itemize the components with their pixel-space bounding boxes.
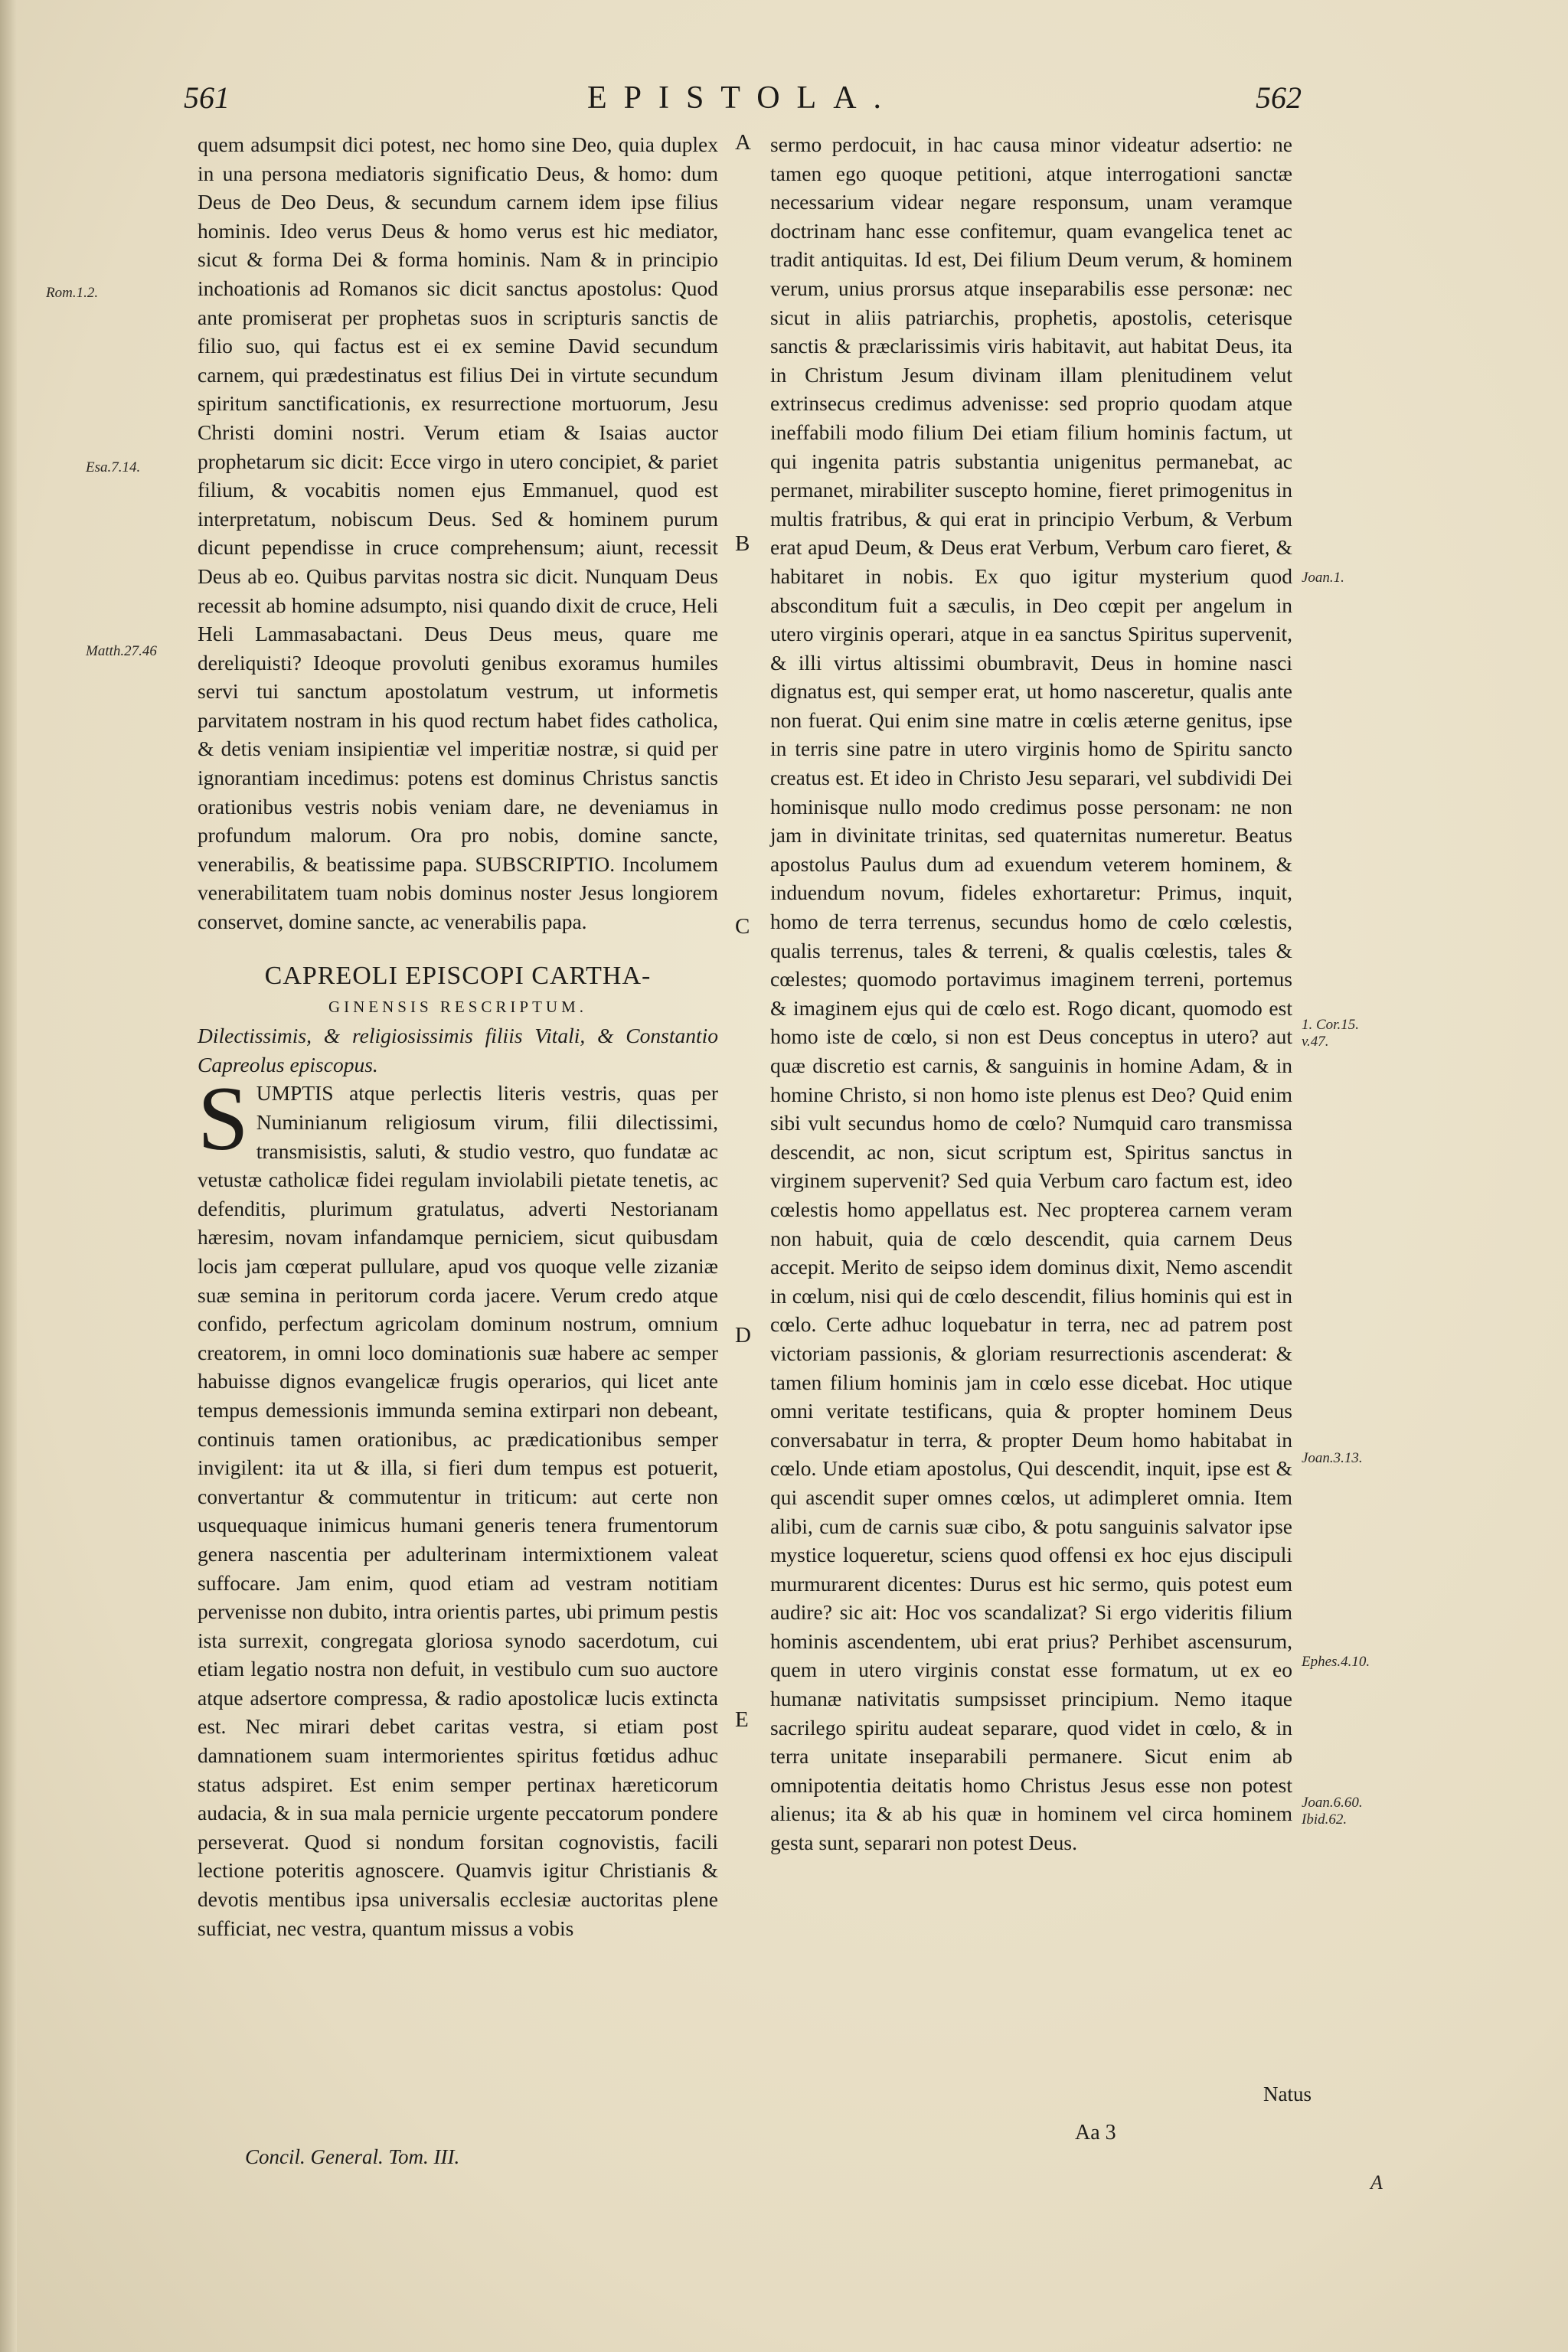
catchword: Natus — [1263, 2082, 1312, 2105]
section-letter-b: B — [735, 531, 750, 556]
running-header — [184, 80, 1302, 126]
section-letter-d: D — [735, 1323, 751, 1348]
right-paragraph: sermo perdocuit, in hac causa minor videatur adsertio: ne tamen ego quoque petitioni, atque interrogationi sanctæ necessarium videar negare responsum, unam veramque doctrinam hanc esse confitemur, quam evangelica tenet ac tradit antiquitas. Id est, Dei filium Deum verum, & hominem verum, unius prorsus atque inseparabilis esse personæ: nec sicut in aliis patriarchis, prophetis, apostolis, ceterisque sanctis & præclarissimis viris habitavit, aut habitat Deus, ita in Christum Jesum divinam illam plenitudinem velut extrinsecus credimus advenisse: sed proprio quodam atque ineffabili modo filium Dei etiam filium hominis factum, ut qui ingenita patris substantia unigenitus permanebat, ac permanet, mirabiliter suscepto homine, fieret primogenitus in multis fratribus, & qui erat in principio Verbum, & Verbum erat apud Deum, & Deus erat Verbum, Verbum caro fieret, & habitaret in nobis. Ex quo igitur mysterium quod absconditum fuit a sæculis, in Deo cœpit per angelum in utero virginis operari, atque in ea sanctus Spiritus supervenit, & illi virtus altissimi obumbravit, Deus in homine nasci dignatus est, qui semper erat, ut homo nasceretur, qualis ante non fuerat. Qui enim sine matre in cœlis æterne genitus, ipse in terris sine patre in utero virginis homo de Spiritu sancto creatus est. Et ideo in Christo Jesu separari, vel subdividi Dei hominisque nullo modo credimus posse personam: ne non jam in divinitate trinitas, sed quaternitas numeretur. Beatus apostolus Paulus dum ad exuendum veterem hominem, & induendum novum, fideles exhortaretur: Primus, inquit, homo de terra terrenus, secundus homo de cœlo cœlestis, qualis terrenus, tales & terreni, & qualis cœlestis, tales & cœlestes; quomodo portavimus imaginem terreni, portemus & imaginem ejus qui de cœlo est. Rogo dicant, quomodo est homo iste de cœlo, si non est Deus conceptus in utero? aut quæ discretio est carnis, & sanguinis in homine Adam, & in homine Christo, si non homo iste plenus est Deo? Quid enim sibi vult secundus homo de cœlo? Numquid caro transmissa descendit, ac non, sicut scriptum est, Spiritus sanctus in virginem supervenit? Sed quia Verbum caro factum est, ideo cœlestis homo appellatus est. Nec propterea carnem veram non habuit, quia de cœlo descendit, quia carnem Deus accepit. Merito de seipso idem dominus dixit, Nemo ascendit in cœlum, nisi qui de cœlo descendit, filius hominis qui est in cœlo. Certe adhuc loquebatur in terra, nec ad patrem post victoriam passionis, & gloriam resurrectionis ascenderat: & tamen filium hominis jam in cœlo esse dicebat. Hoc utique omni veritate testificans, quia & propter hominem Deus conversabatur in terra, & propter Deum homo habitabat in cœlo. Unde etiam apostolus, Qui descendit, inquit, ipse est & qui ascendit super omnes cœlos, ut adimpleret omnia. Item alibi, cum de carnis suæ cibo, & potu sanguinis salvator ipse mystice loqueretur, sciens quod offensi ex hoc ejus discipuli murmurarent dicentes: Durus est hic sermo, quis potest eum audire? sic ait: Hoc vos scandalizat? Si ergo videritis filium hominis ascendentem, ubi erat prius? Perhibet ascensurum, quem in utero virginis constat esse formatum, ut ex eo humanæ nativitatis sumpsisset principium. Nemo itaque sacrilego spiritu audeat separare, quod videt in cœlo, & in terra unitate inseparabili permanere. Sicut enim ab omnipotentia deitatis homo Christus Jesus esse non potest alienus; ita & ab his quæ in hominem vel circa hominem gesta sunt, separari non potest Deus. — [770, 132, 1292, 1855]
margin-note-joan3: Joan.3.13. — [1302, 1450, 1363, 1466]
section-letter-e: E — [735, 1707, 749, 1732]
left-column — [198, 130, 718, 1942]
section-letter-c: C — [735, 914, 750, 939]
drop-cap: S — [198, 1067, 249, 1170]
section-subtitle: GINENSIS RESCRIPTUM. — [328, 997, 588, 1016]
footer-source: Concil. General. Tom. III. — [245, 2145, 460, 2168]
signature-mark: Aa 3 — [1075, 2121, 1116, 2145]
section-title: CAPREOLI EPISCOPI CARTHA- — [264, 961, 652, 990]
margin-note-joan6: Joan.6.60. Ibid.62. — [1302, 1795, 1363, 1828]
running-title: EPISTOLA. — [586, 80, 899, 116]
margin-note-rom: Rom.1.2. — [46, 285, 99, 301]
margin-note-joan1: Joan.1. — [1302, 570, 1344, 586]
right-column — [770, 130, 1292, 1857]
addressee: Dilectissimis, & religiosissimis filiis Vitali, & Constantio Capreolus episcopus. — [198, 1024, 718, 1076]
margin-note-cor: 1. Cor.15. v.47. — [1302, 1017, 1359, 1050]
margin-note-ephes: Ephes.4.10. — [1302, 1654, 1370, 1670]
left-paragraph-1: quem adsumpsit dici potest, nec homo sine Deo, quia duplex in una persona mediatoris significatio Deus, & homo: dum Deus de Deo Deus, & secundum carnem idem ipse filius hominis. Ideo verus Deus & homo verus est hic mediator, sicut & forma Dei & forma hominis. Nam & in principio inchoationis ad Romanos sic dicit sanctus apostolus: Quod ante promiserat per prophetas suos in scripturis sanctis de filio suo, qui factus est ei ex semine David secundum carnem, qui prædestinatus est filius Dei in virtute secundum spiritum sanctificationis, ex resurrectione mortuorum, Jesu Christi domini nostri. Verum etiam & Isaias auctor prophetarum sic dicit: Ecce virgo in utero concipiet, & pariet filium, & vocabitis nomen ejus Emmanuel, quod est interpretatum, nobiscum Deus. Sed & hominem purum dicunt pependisse in cruce comprehensum; aiunt, recessit Deus ab eo. Quibus parvitas nostra sic dicit. Nunquam Deus recessit ab homine adsumpto, nisi quando dixit de cruce, Heli Heli Lammasabactani. Deus Deus meus, quare me dereliquisti? Ideoque provoluti genibus exoramus humiles servi tui sanctum apostolatum vestrum, ut informetis parvitatem nostram in his quod rectum habet fides catholica, & detis veniam insipientiæ vel imperitiæ nostræ, si quid per ignorantiam incedimus: potens est dominus Christus sanctis orationibus vestris nobis veniam dare, ne deveniamus in profundum malorum. Ora pro nobis, domine sancte, venerabilis, & beatissime papa. SUBSCRIPTIO. Incolumem venerabilitatem tuam nobis dominus noster Jesus longiorem conservet, domine sancte, ac venerabilis papa. — [198, 132, 718, 934]
binding-gutter — [0, 0, 17, 2352]
margin-note-esa: Esa.7.14. — [86, 459, 141, 475]
corner-mark: A — [1370, 2171, 1383, 2194]
letter-body — [198, 1067, 718, 1942]
section-letter-a: A — [735, 130, 751, 155]
left-page-number: 561 — [184, 80, 230, 115]
margin-note-matth: Matth.27.46 — [86, 643, 157, 659]
right-page-number: 562 — [1256, 80, 1302, 115]
left-paragraph-2: UMPTIS atque perlectis literis vestris, quas per Numinianum religiosum virum, filii dilectissimi, transmisistis, saluti, & studio vestro, quo fundatæ ac vetustæ catholicæ fidei regulam inviolabili pietate tenetis, ac defenditis, plurimum gratulatus, adverti Nestorianam hæresim, novam infandamque perniciem, sicut quibusdam locis jam cœperat pullulare, apud vos quoque velle zizaniæ suæ semina in peritorum corda jacere. Verum credo atque confido, perfectum agricolam dominum nostrum, omnium creatorem, in omni loco dominationis suæ habere ac semper habuisse dignos evangelicæ frugis operarios, qui licet ante tempus demessionis immunda semina extirpari non debeant, continuis tamen orationibus, ac prædicationibus semper invigilent: ita ut & illa, si fieri dum tempus est potuerit, convertantur & commutentur in triticum: aut certe non usquequaque inimicus humani generis tenera frumentorum genera nascentia per adulterinam intermixtionem valeat suffocare. Jam enim, quod etiam ad vestram notitiam pervenisse non dubito, intra orientis partes, ubi primum pestis ista surrexit, congregata gloriosa synodo sacerdotum, cui etiam legatio nostra non defuit, in vestibulo cum suo auctore atque adsertore compressa, & radio apostolicæ lucis extincta est. Nec mirari debet caritas vestra, si etiam post damnationem suam intermorientes spiritus fœtidus adhuc status adspiret. Est enim semper pertinax hæreticorum audacia, & in sua mala pernicie urgente peccatorum pondere perseverat. Quod si nondum forsitan cognovistis, facili lectione poteritis agnoscere. Quamvis igitur Christianis & devotis mentibus ipsa universalis ecclesiæ auctoritas plene sufficiat, nec vestra, quantum missus a vobis — [198, 1081, 718, 1940]
